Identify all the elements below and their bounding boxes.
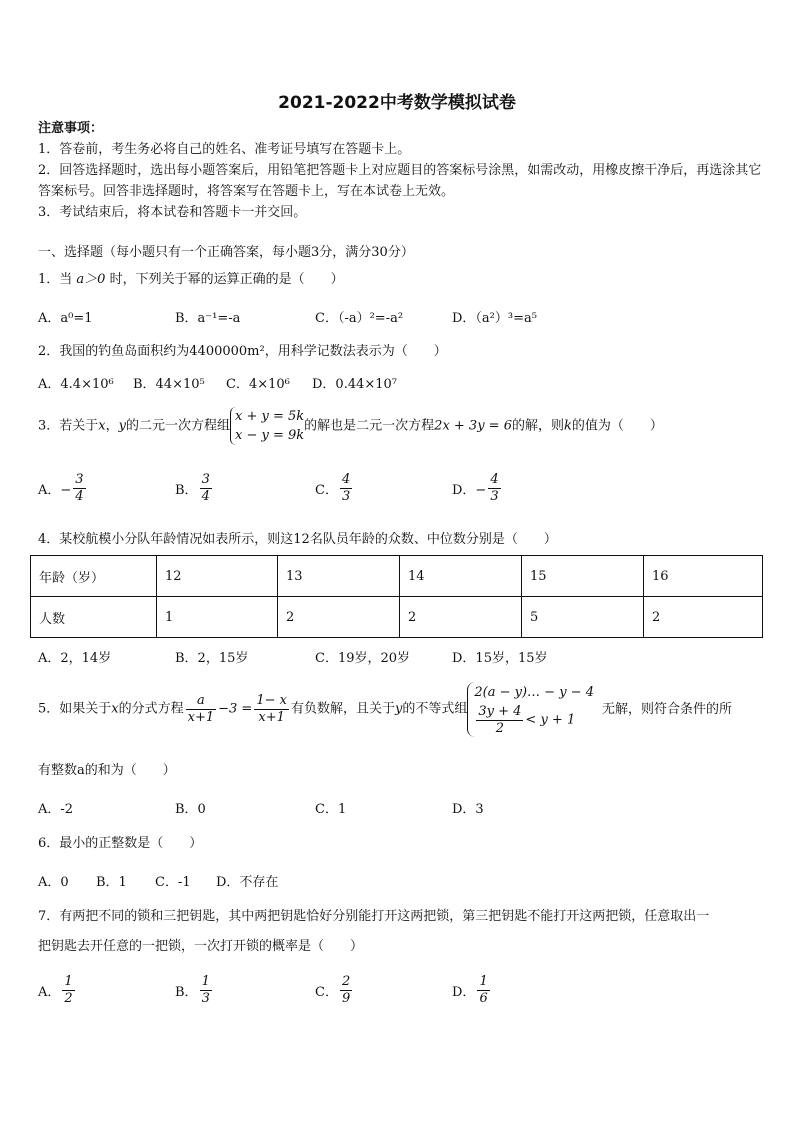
q3-option-b[interactable] [175,472,214,505]
fraction-denominator: x+1 [258,710,285,725]
fraction-denominator: 3 [490,489,499,504]
q7-option-a-fraction [62,974,74,1007]
q5-post: 无解，则符合条件的所 [601,701,732,717]
q3-sep: ， [105,418,119,434]
q7-option-c-fraction [340,974,352,1007]
q3-pre: 3．若关于 [38,418,99,434]
page-title: 2021-2022中考数学模拟试卷 [278,93,516,113]
q2-option-c[interactable]: C．4×10⁶ [226,377,290,392]
q1-option-b[interactable]: B．a⁻¹=-a [175,311,241,326]
q5-option-d[interactable]: D．3 [452,802,484,817]
section-heading: 一、选择题（每小题只有一个正确答案，每小题3分，满分30分） [38,245,414,260]
q6-option-a[interactable]: A．0 [38,875,69,890]
fraction-denominator: x+1 [187,710,215,725]
q3-mid: 的二元一次方程组 [126,418,231,434]
q3-var-k: k [564,418,572,434]
q3-option-a[interactable] [38,472,88,505]
q3-var-x: x [98,418,106,434]
q5-ineq2 [474,704,594,737]
q7-option-c[interactable] [315,974,354,1007]
q5-option-a[interactable]: A．-2 [38,802,74,817]
fraction-numerator: 1 [64,974,73,989]
q3-option-b-fraction [200,472,212,505]
fraction-denominator: 2 [64,991,73,1006]
q1-pre: 1．当 [38,272,73,287]
q1-option-c[interactable]: C．（-a）²=-a² [315,311,404,326]
q5-var-x: x [111,701,119,717]
fraction-denominator: 3 [201,991,210,1006]
fraction-numerator: 4 [490,472,499,487]
q7-option-b-fraction [200,974,212,1007]
table-cell: 13 [278,556,400,597]
q5-mid2: 有负数解，且关于 [290,701,395,717]
q1-post: 时，下列关于幂的运算正确的是（ ） [109,272,344,287]
fraction-denominator: 4 [75,489,84,504]
q4-option-d[interactable]: D．15岁，15岁 [452,651,548,666]
table-cell: 2 [278,597,400,638]
q3-post1: 的解也是二元一次方程 [304,418,435,434]
q5-option-c[interactable]: C．1 [315,802,347,817]
q3-option-d[interactable] [452,472,503,505]
q3-options [38,472,768,512]
fraction-numerator: 1 [201,974,210,989]
q3-option-c[interactable] [315,472,354,505]
question-7: 7．有两把不同的锁和三把钥匙，其中两把钥匙恰好分别能打开这两把锁，第三把钥匙不能打开这两把锁，任意取出一 [38,909,710,924]
notes-item: 2．回答选择题时，选出每小题答案后，用铅笔把答题卡上对应题目的答案标号涂黑，如需改动，用橡皮擦干净后，再选涂其它答案标号。回答非选择题时，将答案写在答题卡上，写在本试卷上无效。 [38,163,762,199]
notes-heading: 注意事项： [38,121,104,136]
q4-option-b[interactable]: B．2，15岁 [175,651,249,666]
fraction-numerator: 3y + 4 [478,704,522,719]
q7-line2: 把钥匙去开任意的一把锁，一次打开锁的概率是（ ） [38,939,364,954]
q6-options [38,871,768,893]
q5-fraction-1 [186,693,217,726]
table-row [31,556,763,597]
q7-option-d-label: D． [452,985,476,1000]
notes-item: 3．考试结束后，将本试卷和答题卡一并交回。 [38,205,307,220]
q5-var-y: y [395,701,403,717]
q1-option-a[interactable]: A．a⁰=1 [38,311,93,326]
fraction-numerator: 1 [479,974,488,989]
table-cell: 1 [157,597,278,638]
q5-line2: 有整数a的和为（ ） [38,763,176,778]
q5-ineq2-tail: < y + 1 [525,712,576,728]
q3-option-c-label: C． [315,483,338,498]
table-cell: 14 [400,556,522,597]
table-cell: 16 [644,556,763,597]
q3-eq2: x − y = 9k [235,428,305,443]
q3-option-d-label: D．− [452,483,487,498]
q3-post3: 的值为（ ） [571,418,663,434]
q2-option-a[interactable]: A．4.4×10⁶ [38,377,114,392]
age-table [30,555,763,638]
fraction-numerator: 1− x [256,693,287,708]
q4-option-c[interactable]: C．19岁，20岁 [315,651,411,666]
q4-option-a[interactable]: A．2，14岁 [38,651,112,666]
notes-block [38,118,768,223]
q7-option-a-label: A． [38,985,61,1000]
q7-option-a[interactable] [38,974,77,1007]
q3-eq1: x + y = 5k [235,409,305,424]
q5-fraction-2 [254,693,289,726]
fraction-denominator: 3 [341,489,351,504]
table-cell: 年龄（岁） [31,556,157,597]
q3-option-a-label: A．− [38,483,72,498]
q7-options [38,974,768,1014]
q3-option-b-label: B． [175,483,198,498]
question-1 [38,270,768,290]
q1-option-d[interactable]: D．（a²）³=a⁵ [452,311,537,326]
question-2: 2．我国的钓鱼岛面积约为4400000m²，用科学记数法表示为（ ） [38,344,447,359]
q2-option-d[interactable]: D．0.44×10⁷ [312,377,398,392]
q5-fraction-3 [476,704,523,737]
table-cell: 人数 [31,597,157,638]
q1-options [38,307,768,329]
q7-option-c-label: C． [315,985,338,1000]
fraction-denominator: 4 [201,489,210,504]
q7-option-b-label: B． [175,985,198,1000]
q3-equation-system [230,407,304,445]
fraction-denominator: 9 [341,991,351,1006]
q5-inequality-system [467,682,594,737]
question-4: 4．某校航模小分队年龄情况如表所示，则这12名队员年龄的众数、中位数分别是（ ） [38,532,557,547]
notes-item: 1．答卷前，考生务必将自己的姓名、准考证号填写在答题卡上。 [38,142,411,157]
question-3 [38,407,768,445]
question-5 [38,682,768,737]
fraction-numerator: a [186,693,217,710]
table-row [31,597,763,638]
q3-var-y: y [118,418,126,434]
q7-option-b[interactable] [175,974,214,1007]
fraction-denominator: 6 [479,991,488,1006]
q3-option-d-fraction [488,472,500,505]
table-cell: 15 [522,556,644,597]
q5-options [38,798,768,820]
table-cell: 5 [522,597,644,638]
table-cell: 2 [400,597,522,638]
q7-option-d[interactable] [452,974,492,1007]
q5-pre: 5．如果关于 [38,701,112,717]
q3-option-c-fraction [340,472,352,505]
q6-option-c[interactable]: C．-1 [155,875,191,890]
q3-eq3: 2x + 3y = 6 [434,418,512,434]
question-6: 6．最小的正整数是（ ） [38,836,203,851]
q3-option-a-fraction [73,472,85,505]
q5-option-b[interactable]: B．0 [175,802,206,817]
q3-post2: 的解，则 [511,418,564,434]
q5-ineq1: 2(a − y)… − y − 4 [474,685,594,700]
q2-options [38,373,768,395]
fraction-denominator: 2 [495,721,505,736]
q6-option-b[interactable]: B．1 [96,875,127,890]
q5-minus3: −3 = [218,701,253,717]
fraction-numerator: 3 [75,472,84,487]
table-cell: 2 [644,597,763,638]
fraction-numerator: 2 [341,974,351,989]
fraction-numerator: 4 [341,472,351,487]
q5-mid1: 的分式方程 [118,701,184,717]
q2-option-b[interactable]: B．44×10⁵ [133,377,205,392]
q7-option-d-fraction [477,974,489,1007]
q6-option-d[interactable]: D．不存在 [216,875,279,890]
q4-options [38,647,768,669]
table-cell: 12 [157,556,278,597]
q1-condition: a＞0 [76,272,106,287]
q5-mid3: 的不等式组 [402,701,468,717]
fraction-numerator: 3 [201,472,210,487]
